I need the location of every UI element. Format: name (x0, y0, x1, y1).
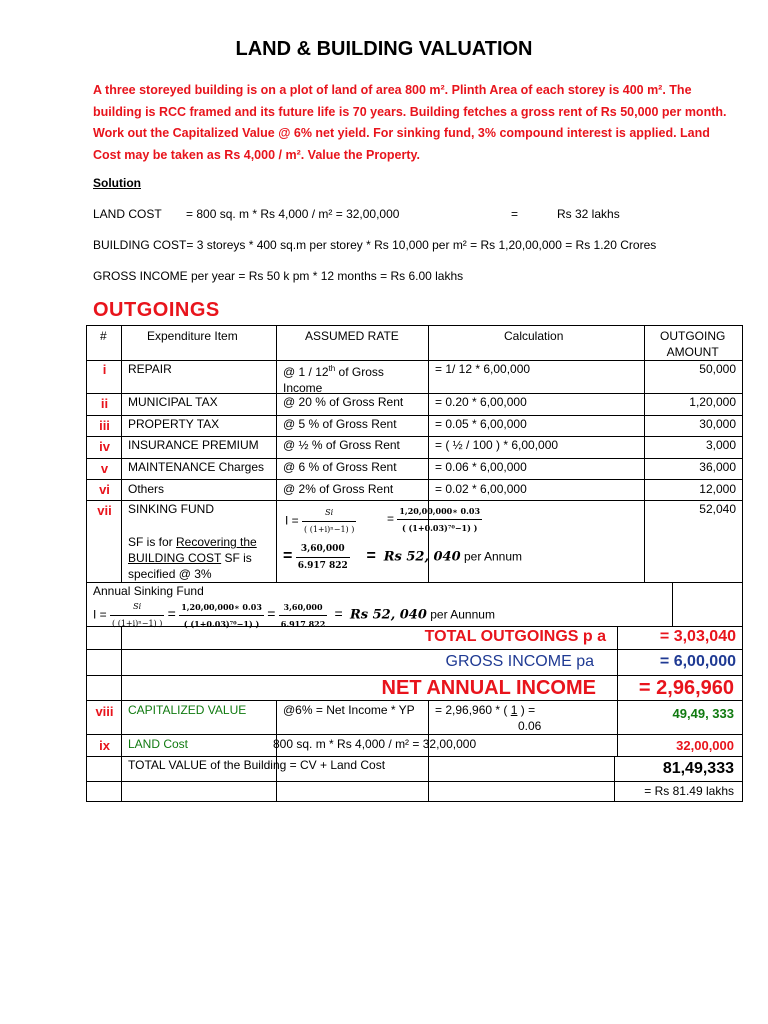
gross-income-line: GROSS INCOME per year = Rs 50 k pm * 12 months = Rs 6.00 lakhs (93, 269, 464, 283)
row-calc: = 0.20 * 6,00,000 (435, 395, 527, 409)
header-item: Expenditure Item (147, 329, 238, 343)
sinking-fund-note: SF is for Recovering the BUILDING COST SF is specified @ 3% (128, 535, 257, 581)
total-outgoings-label: TOTAL OUTGOINGS p a (424, 628, 606, 645)
annual-sf-label: Annual Sinking Fund (93, 584, 204, 598)
row-num: vi (99, 482, 110, 497)
row-rate: @ 1 / 12th of Gross Income (283, 364, 384, 395)
row-amount: 30,000 (699, 417, 736, 431)
row-amount: 50,000 (699, 362, 736, 376)
row-amount: 12,000 (699, 482, 736, 496)
sinking-formula: I = $\frac{Si}{\text{( (1+i)ⁿ−1) )}}$ (285, 505, 356, 538)
row-num: v (100, 461, 109, 476)
sinking-result-line: = $\frac{3,60,000}{6.917 822}$ = Rs 52, 040 per Annum (283, 541, 522, 574)
land-cost-rate: 800 sq. m * Rs 4,000 / m² = 32,00,000 (273, 737, 477, 751)
row-item: PROPERTY TAX (128, 417, 220, 431)
sinking-calc: = $\frac{1,20,00,000∗ 0.03}{\text{( (1+0.03)⁷⁰−1) )}}$ (387, 503, 482, 536)
row-item: INSURANCE PREMIUM (128, 438, 259, 452)
land-cost-equation: = 800 sq. m * Rs 4,000 / m² = 32,00,000 (186, 207, 400, 221)
sinking-fund-label: SINKING FUND (128, 502, 215, 516)
gross-income-value: = 6,00,000 (659, 653, 736, 670)
row-num: viii (95, 704, 114, 719)
total-outgoings-value: = 3,03,040 (659, 628, 736, 645)
row-item: REPAIR (128, 362, 172, 376)
row-rate: @ 5 % of Gross Rent (283, 417, 397, 431)
row-num: iv (99, 439, 110, 454)
land-amount: 32,00,000 (676, 738, 734, 753)
row-calc: = ( ½ / 100 ) * 6,00,000 (435, 438, 559, 452)
land-cost-label-row: LAND Cost (128, 737, 189, 751)
capitalized-rate: @6% = Net Income * YP (283, 703, 415, 717)
row-calc: = 0.06 * 6,00,000 (435, 460, 527, 474)
land-cost-label: LAND COST (93, 207, 162, 221)
problem-statement: A three storeyed building is on a plot of land of area 800 m². Plinth Area of each storey is 400 m². The building is RCC framed and its future life is 70 years. Building fetches a gross rent of Rs 50,000 per month. Work out the Capitalized Value @ 6% net yield. For sinking fund, 3% compound interest is applied. Land Cost may be taken as Rs 4,000 / m². Value the Property. (93, 83, 727, 162)
row-item: MUNICIPAL TAX (128, 395, 218, 409)
outgoings-heading: OUTGOINGS (93, 299, 220, 321)
total-value-label: TOTAL VALUE of the Building = CV + Land Cost (128, 758, 386, 772)
row-num: vii (97, 503, 112, 518)
row-calc: = 1/ 12 * 6,00,000 (435, 362, 531, 376)
row-amount: 1,20,000 (689, 395, 736, 409)
row-num: i (102, 362, 107, 377)
total-value-amount: 81,49,333 (662, 760, 734, 777)
total-value-lakhs: = Rs 81.49 lakhs (644, 784, 734, 798)
row-rate: @ 20 % of Gross Rent (283, 395, 404, 409)
row-calc: = 0.02 * 6,00,000 (435, 482, 527, 496)
capitalized-calc: = 2,96,960 * ( 1 ) = 0.06 (435, 703, 542, 733)
row-amount: 3,000 (705, 438, 736, 452)
building-cost-line: BUILDING COST= 3 storeys * 400 sq.m per storey * Rs 10,000 per m² = Rs 1,20,00,000 = Rs 1.20 Crores (93, 238, 657, 252)
land-cost-result: Rs 32 lakhs (557, 207, 620, 221)
row-rate: @ ½ % of Gross Rent (283, 438, 400, 452)
header-rate: ASSUMED RATE (305, 329, 399, 343)
row-rate: @ 6 % of Gross Rent (283, 460, 397, 474)
annual-sf-formula: I = $\frac{Si}{\text{( (1+i)ⁿ−1) )}}$ = $\frac{1,20,00,000∗ 0.03}{\text{( (1+0.03)⁷⁰−1) )}}$ = $\frac{3,60,000}{6.917 822}$ = Rs 52, 040 per Aunnum (93, 599, 495, 632)
net-income-label: NET ANNUAL INCOME (381, 677, 596, 699)
row-rate: @ 2% of Gross Rent (283, 482, 394, 496)
outgoings-table (86, 325, 743, 802)
row-num: ix (99, 738, 110, 753)
header-amount: OUTGOING AMOUNT (660, 329, 726, 359)
row-amount: 36,000 (699, 460, 736, 474)
net-income-value: = 2,96,960 (638, 677, 734, 699)
sinking-amount: 52,040 (699, 502, 736, 516)
solution-label: Solution (93, 176, 141, 190)
row-num: iii (99, 418, 110, 433)
land-cost-eq-sign: = (511, 207, 519, 221)
row-num: ii (100, 396, 109, 411)
capitalized-label: CAPITALIZED VALUE (128, 703, 247, 717)
row-item: Others (128, 482, 165, 496)
page-title: LAND & BUILDING VALUATION (235, 38, 533, 60)
row-calc: = 0.05 * 6,00,000 (435, 417, 527, 431)
header-calc: Calculation (504, 329, 564, 343)
capitalized-amount: 49,49, 333 (672, 706, 734, 721)
gross-income-label: GROSS INCOME pa (445, 653, 594, 670)
row-item: MAINTENANCE Charges (128, 460, 265, 474)
header-num: # (100, 329, 107, 343)
